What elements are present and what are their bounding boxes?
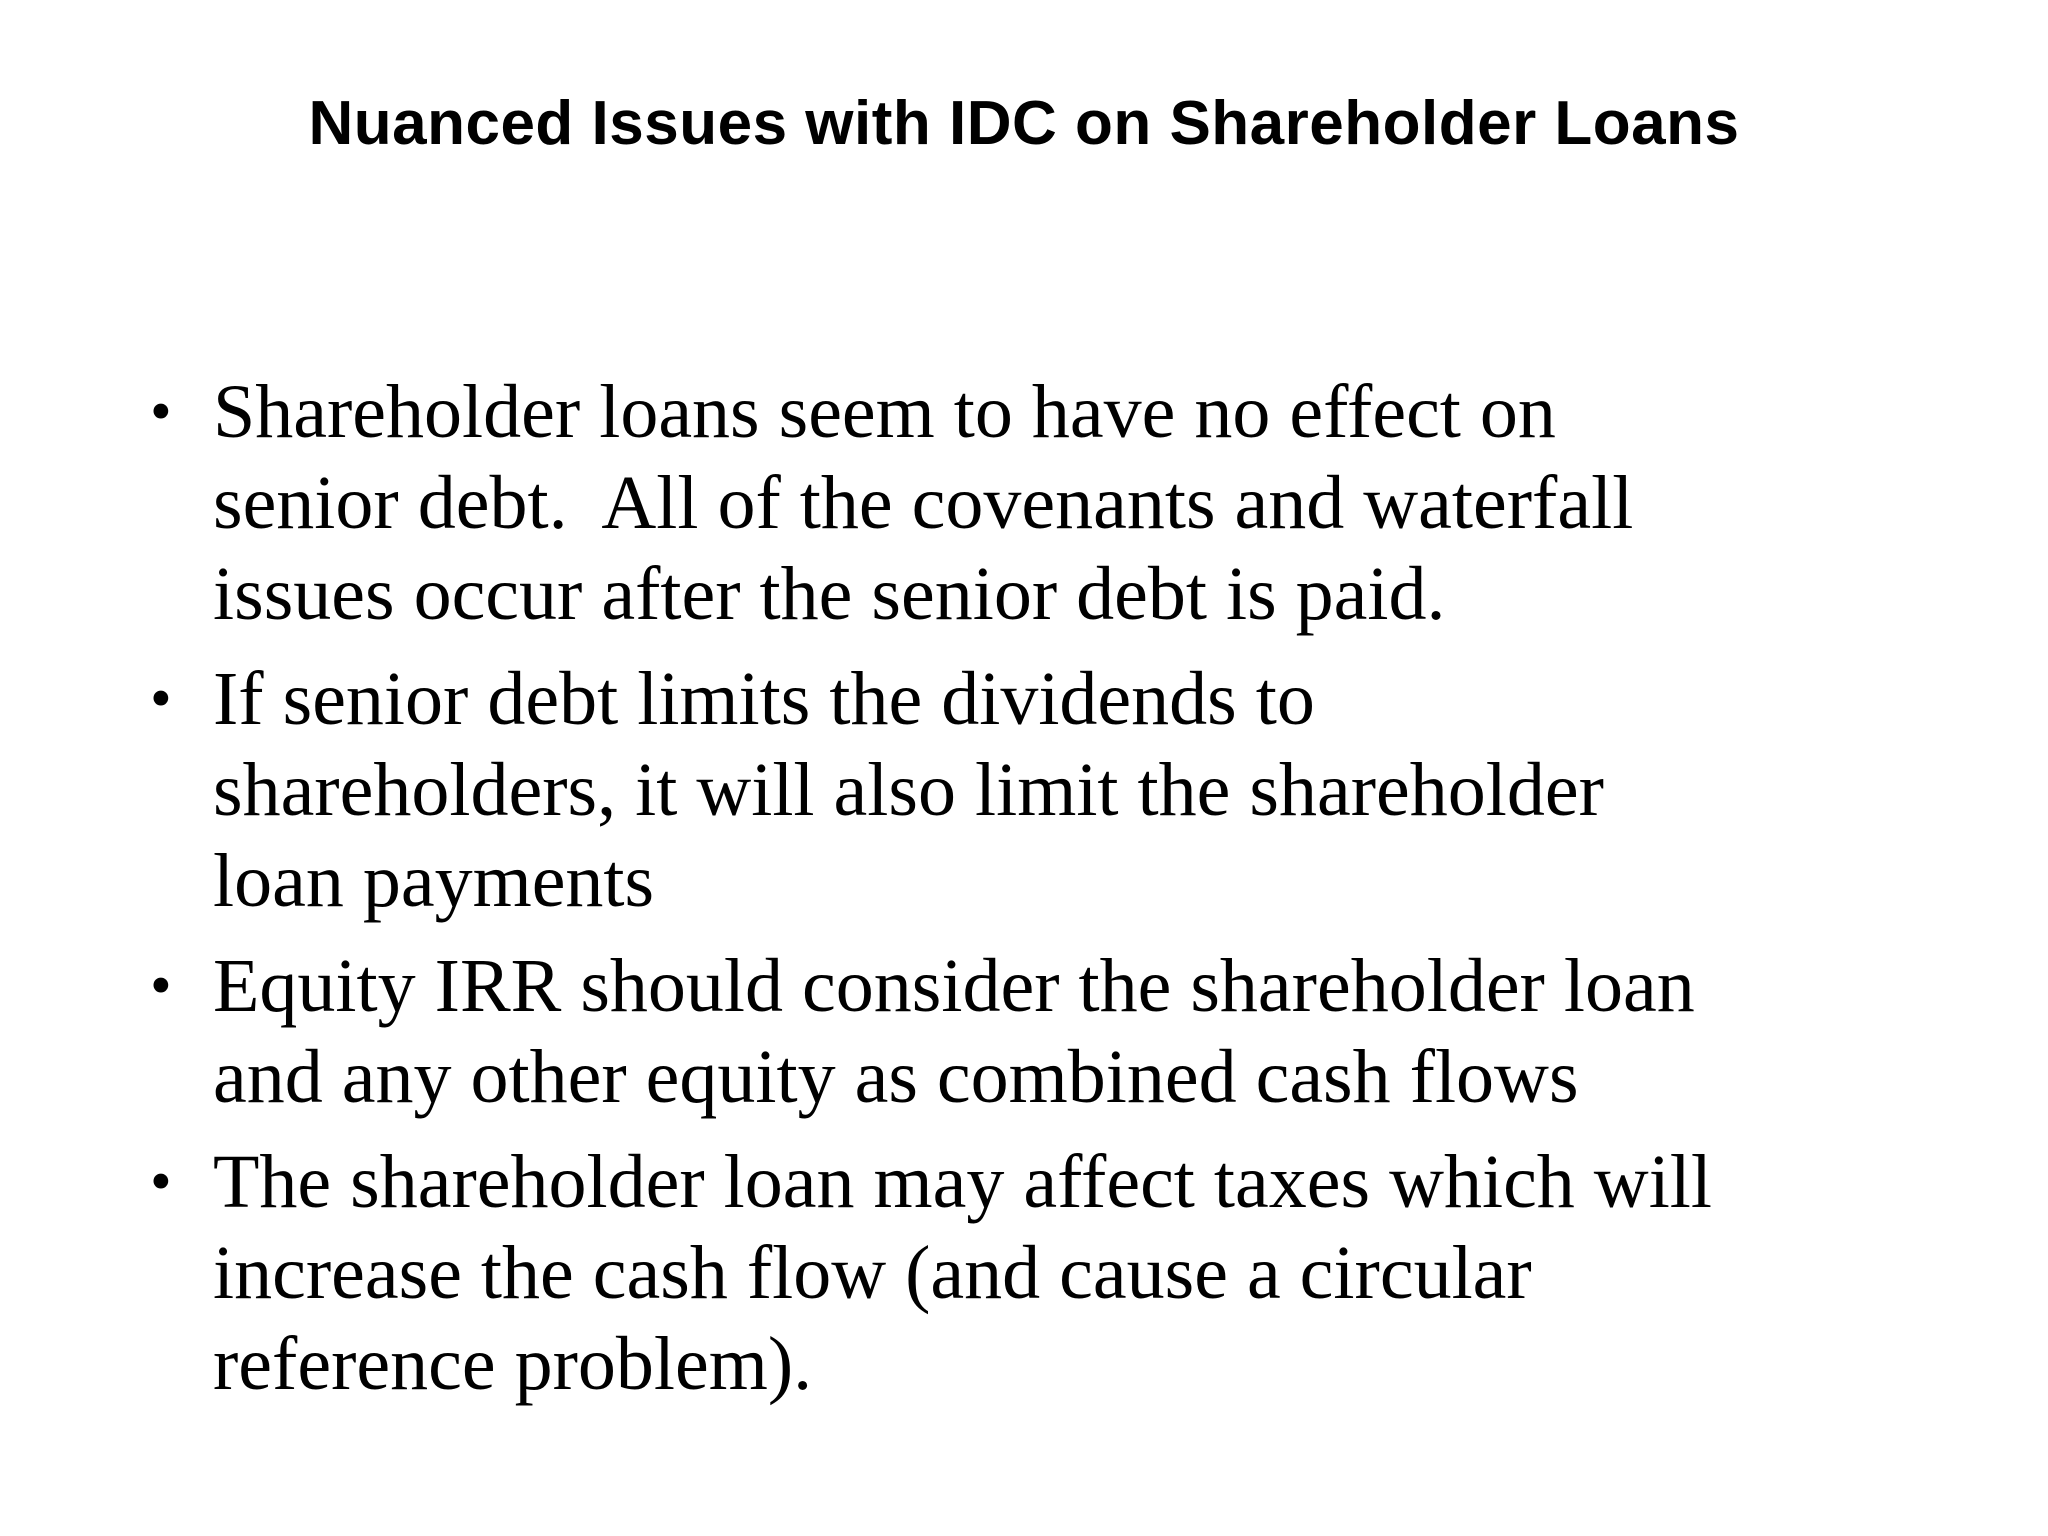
bullet-line: and any other equity as combined cash flows — [213, 1035, 1579, 1119]
bullet-line: senior debt. All of the covenants and waterfall — [213, 461, 1634, 545]
bullet-dot-icon: • — [150, 1148, 172, 1216]
bullet-line: loan payments — [213, 839, 655, 923]
bullet-line: shareholders, it will also limit the shareholder — [213, 748, 1604, 832]
bullet-line: If senior debt limits the dividends to — [213, 657, 1315, 741]
bullet-text — [213, 654, 1910, 927]
bullet-list — [150, 367, 1910, 1424]
bullet-item-1 — [150, 367, 1910, 640]
bullet-dot-icon: • — [150, 665, 172, 733]
bullet-item-3 — [150, 941, 1910, 1123]
bullet-text — [213, 367, 1910, 640]
bullet-text — [213, 941, 1910, 1123]
bullet-line: issues occur after the senior debt is paid. — [213, 552, 1446, 636]
bullet-line: Shareholder loans seem to have no effect on — [213, 370, 1556, 454]
bullet-item-2 — [150, 654, 1910, 927]
bullet-line: Equity IRR should consider the shareholder loan — [213, 944, 1695, 1028]
bullet-text — [213, 1137, 1910, 1410]
slide-title: Nuanced Issues with IDC on Shareholder Loans — [308, 89, 1740, 158]
bullet-dot-icon: • — [150, 952, 172, 1020]
bullet-item-4 — [150, 1137, 1910, 1410]
bullet-line: reference problem). — [213, 1322, 813, 1406]
bullet-line: The shareholder loan may affect taxes which will — [213, 1140, 1713, 1224]
bullet-line: increase the cash flow (and cause a circular — [213, 1231, 1532, 1315]
bullet-dot-icon: • — [150, 378, 172, 446]
